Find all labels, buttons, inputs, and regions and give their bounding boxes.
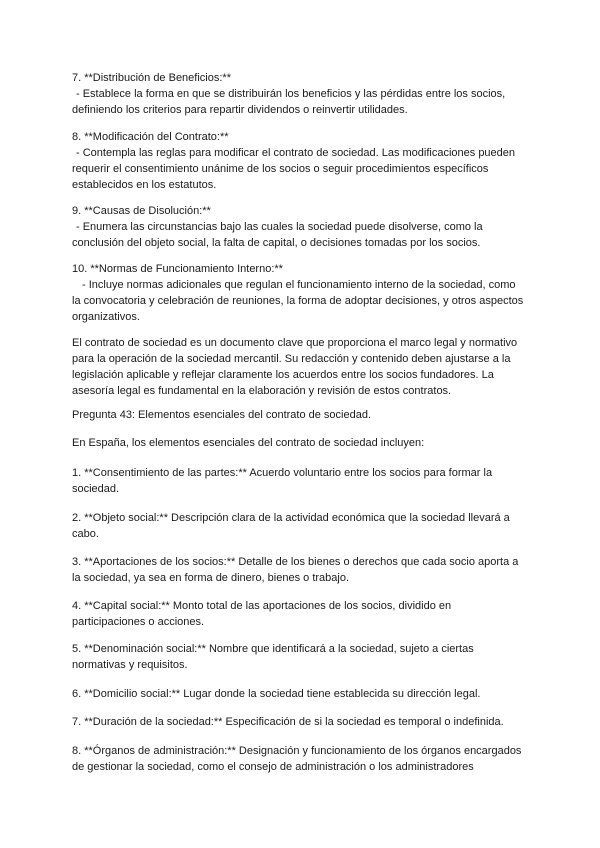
paragraph-line: El contrato de sociedad es un documento clave que proporciona el marco legal y normativo <box>72 337 518 349</box>
item-line: 3. **Aportaciones de los socios:** Detalle de los bienes o derechos que cada socio aporta a <box>72 556 519 568</box>
section-line: organizativos. <box>72 311 140 323</box>
section-7 <box>72 70 534 118</box>
section-title: 8. **Modificación del Contrato:** <box>72 131 229 143</box>
intro-text: En España, los elementos esenciales del contrato de sociedad incluyen: <box>72 437 425 449</box>
paragraph-line: legislación aplicable y reflejar claramente los acuerdos entre los socios fundadores. La <box>72 369 494 381</box>
item-line: cabo. <box>72 528 99 540</box>
section-10 <box>72 261 534 325</box>
section-line: definiendo los criterios para repartir dividendos o reinvertir utilidades. <box>72 104 408 116</box>
element-item-7 <box>72 714 534 730</box>
section-line: establecidos en los estatutos. <box>72 179 217 191</box>
item-line: 4. **Capital social:** Monto total de las aportaciones de los socios, dividido en <box>72 600 452 612</box>
section-8 <box>72 129 534 193</box>
element-item-5 <box>72 641 534 673</box>
section-title: 7. **Distribución de Beneficios:** <box>72 72 231 84</box>
item-line: sociedad. <box>72 483 120 495</box>
item-line: normativas y requisitos. <box>72 659 188 671</box>
element-item-8 <box>72 743 534 775</box>
section-title: 10. **Normas de Funcionamiento Interno:** <box>72 263 283 275</box>
element-item-3 <box>72 554 534 586</box>
element-item-2 <box>72 510 534 542</box>
paragraph-line: para la operación de la sociedad mercantil. Su redacción y contenido deben ajustarse a la <box>72 353 511 365</box>
question-text: Pregunta 43: Elementos esenciales del contrato de sociedad. <box>72 409 372 421</box>
question-heading <box>72 407 534 423</box>
item-line: participaciones o acciones. <box>72 616 205 628</box>
element-item-1 <box>72 465 534 497</box>
item-line: 8. **Órganos de administración:** Designación y funcionamiento de los órganos encargados <box>72 745 522 757</box>
intro-paragraph <box>72 435 534 451</box>
item-line: 1. **Consentimiento de las partes:** Acuerdo voluntario entre los socios para formar la <box>72 467 493 479</box>
section-line: - Incluye normas adicionales que regulan el funcionamiento interno de la sociedad, como <box>82 279 516 291</box>
section-9 <box>72 203 534 251</box>
element-item-4 <box>72 598 534 630</box>
section-line: - Enumera las circunstancias bajo las cuales la sociedad puede disolverse, como la <box>76 221 483 233</box>
section-line: la convocatoria y celebración de reuniones, la forma de adoptar decisiones, y otros aspectos <box>72 295 524 307</box>
element-item-6 <box>72 686 534 702</box>
item-line: 2. **Objeto social:** Descripción clara de la actividad económica que la sociedad llevará a <box>72 512 510 524</box>
item-line: 6. **Domicilio social:** Lugar donde la sociedad tiene establecida su dirección legal. <box>72 688 481 700</box>
section-line: - Establece la forma en que se distribuirán los beneficios y las pérdidas entre los socios, <box>76 88 506 100</box>
summary-paragraph <box>72 335 534 399</box>
section-title: 9. **Causas de Disolución:** <box>72 205 211 217</box>
section-line: - Contempla las reglas para modificar el contrato de sociedad. Las modificaciones pueden <box>76 147 516 159</box>
section-line: conclusión del objeto social, la falta de capital, o decisiones tomadas por los socios. <box>72 237 481 249</box>
item-line: la sociedad, ya sea en forma de dinero, bienes o trabajo. <box>72 572 350 584</box>
item-line: 5. **Denominación social:** Nombre que identificará a la sociedad, sujeto a ciertas <box>72 643 474 655</box>
item-line: de gestionar la sociedad, como el consejo de administración o los administradores <box>72 761 474 773</box>
item-line: 7. **Duración de la sociedad:** Especificación de si la sociedad es temporal o indefinida. <box>72 716 504 728</box>
paragraph-line: asesoría legal es fundamental en la elaboración y revisión de estos contratos. <box>72 385 452 397</box>
section-line: requerir el consentimiento unánime de los socios o seguir procedimientos específicos <box>72 163 489 175</box>
